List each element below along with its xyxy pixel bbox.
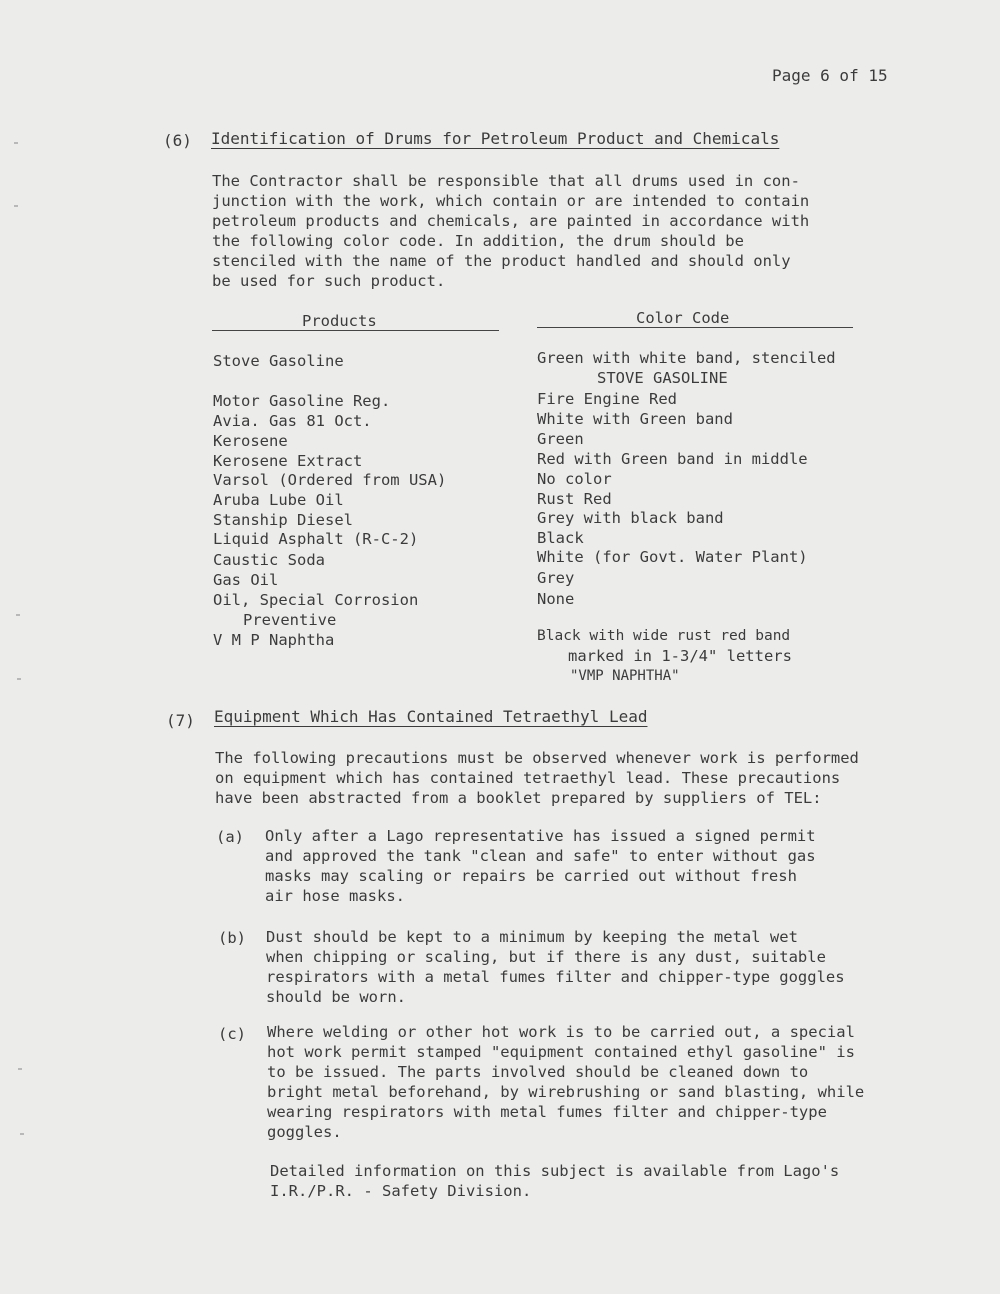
margin-speck xyxy=(18,1068,22,1070)
product-cell: Liquid Asphalt (R-C-2) xyxy=(213,530,419,548)
margin-speck xyxy=(14,142,18,144)
section-7-intro xyxy=(215,748,859,808)
product-cell: Oil, Special Corrosion xyxy=(213,591,419,609)
section-7-number: (7) xyxy=(166,711,195,730)
item-line: air hose masks. xyxy=(265,887,405,905)
product-cell: Caustic Soda xyxy=(213,551,325,569)
closing-note xyxy=(270,1161,839,1201)
intro-line: petroleum products and chemicals, are painted in accordance with xyxy=(212,212,810,230)
intro-line: on equipment which has contained tetraethyl lead. These precautions xyxy=(215,769,841,787)
item-line: when chipping or scaling, but if there is any dust, suitable xyxy=(266,948,826,966)
intro-line: The Contractor shall be responsible that all drums used in con- xyxy=(212,172,800,190)
item-a-text xyxy=(265,826,816,906)
section-6-number: (6) xyxy=(163,131,192,150)
item-b-label: (b) xyxy=(218,929,246,947)
item-line: hot work permit stamped "equipment contained ethyl gasoline" is xyxy=(267,1043,855,1061)
color-header-rule xyxy=(537,327,853,328)
product-cell: Preventive xyxy=(243,611,337,629)
intro-line: have been abstracted from a booklet prepared by suppliers of TEL: xyxy=(215,789,822,807)
margin-speck xyxy=(14,205,18,207)
color-cell: None xyxy=(537,590,575,608)
color-cell: Grey with black band xyxy=(537,509,724,527)
product-cell: Varsol (Ordered from USA) xyxy=(213,471,447,489)
product-cell: Stove Gasoline xyxy=(213,352,344,370)
item-c-label: (c) xyxy=(218,1025,246,1043)
item-line: goggles. xyxy=(267,1123,342,1141)
color-cell: "VMP NAPHTHA" xyxy=(570,668,680,684)
color-cell: marked in 1-3/4" letters xyxy=(568,647,792,665)
margin-speck xyxy=(16,614,20,616)
item-c-text xyxy=(267,1022,864,1142)
margin-speck xyxy=(20,1133,24,1135)
intro-line: be used for such product. xyxy=(212,272,446,290)
color-cell: Rust Red xyxy=(537,490,612,508)
item-line: Only after a Lago representative has issued a signed permit xyxy=(265,827,816,845)
color-cell: Fire Engine Red xyxy=(537,390,677,408)
product-cell: V M P Naphtha xyxy=(213,631,335,649)
closing-line: I.R./P.R. - Safety Division. xyxy=(270,1182,532,1200)
margin-speck xyxy=(17,678,21,680)
page-number: Page 6 of 15 xyxy=(772,66,888,85)
product-cell: Kerosene Extract xyxy=(213,452,363,470)
item-line: bright metal beforehand, by wirebrushing or sand blasting, while xyxy=(267,1083,865,1101)
item-line: Where welding or other hot work is to be carried out, a special xyxy=(267,1023,855,1041)
products-column-header: Products xyxy=(302,312,377,330)
color-cell: Green xyxy=(537,430,584,448)
products-header-rule xyxy=(212,330,499,331)
section-6-intro xyxy=(212,171,809,291)
item-line: respirators with a metal fumes filter and chipper-type goggles xyxy=(266,968,845,986)
color-cell: Grey xyxy=(537,569,575,587)
color-cell: White (for Govt. Water Plant) xyxy=(537,548,808,566)
item-line: Dust should be kept to a minimum by keeping the metal wet xyxy=(266,928,798,946)
color-cell: Black xyxy=(537,529,584,547)
section-7-title: Equipment Which Has Contained Tetraethyl Lead xyxy=(214,707,648,726)
item-line: should be worn. xyxy=(266,988,406,1006)
intro-line: stenciled with the name of the product handled and should only xyxy=(212,252,791,270)
product-cell: Aruba Lube Oil xyxy=(213,491,344,509)
closing-line: Detailed information on this subject is available from Lago's xyxy=(270,1162,840,1180)
product-cell: Stanship Diesel xyxy=(213,511,353,529)
product-cell: Motor Gasoline Reg. xyxy=(213,392,391,410)
color-cell: No color xyxy=(537,470,612,488)
color-cell: Green with white band, stenciled xyxy=(537,349,836,367)
item-b-text xyxy=(266,927,845,1007)
item-line: wearing respirators with metal fumes filter and chipper-type xyxy=(267,1103,827,1121)
intro-line: junction with the work, which contain or are intended to contain xyxy=(212,192,810,210)
intro-line: The following precautions must be observed whenever work is performed xyxy=(215,749,859,767)
color-cell: STOVE GASOLINE xyxy=(597,369,728,387)
product-cell: Avia. Gas 81 Oct. xyxy=(213,412,372,430)
color-cell: White with Green band xyxy=(537,410,733,428)
product-cell: Kerosene xyxy=(213,432,288,450)
color-cell: Red with Green band in middle xyxy=(537,450,808,468)
item-a-label: (a) xyxy=(216,828,244,846)
color-cell: Black with wide rust red band xyxy=(537,628,791,644)
section-6-title: Identification of Drums for Petroleum Product and Chemicals xyxy=(211,129,780,148)
color-code-column-header: Color Code xyxy=(636,309,730,327)
item-line: to be issued. The parts involved should be cleaned down to xyxy=(267,1063,809,1081)
item-line: masks may scaling or repairs be carried out without fresh xyxy=(265,867,797,885)
intro-line: the following color code. In addition, the drum should be xyxy=(212,232,744,250)
item-line: and approved the tank "clean and safe" to enter without gas xyxy=(265,847,816,865)
product-cell: Gas Oil xyxy=(213,571,279,589)
